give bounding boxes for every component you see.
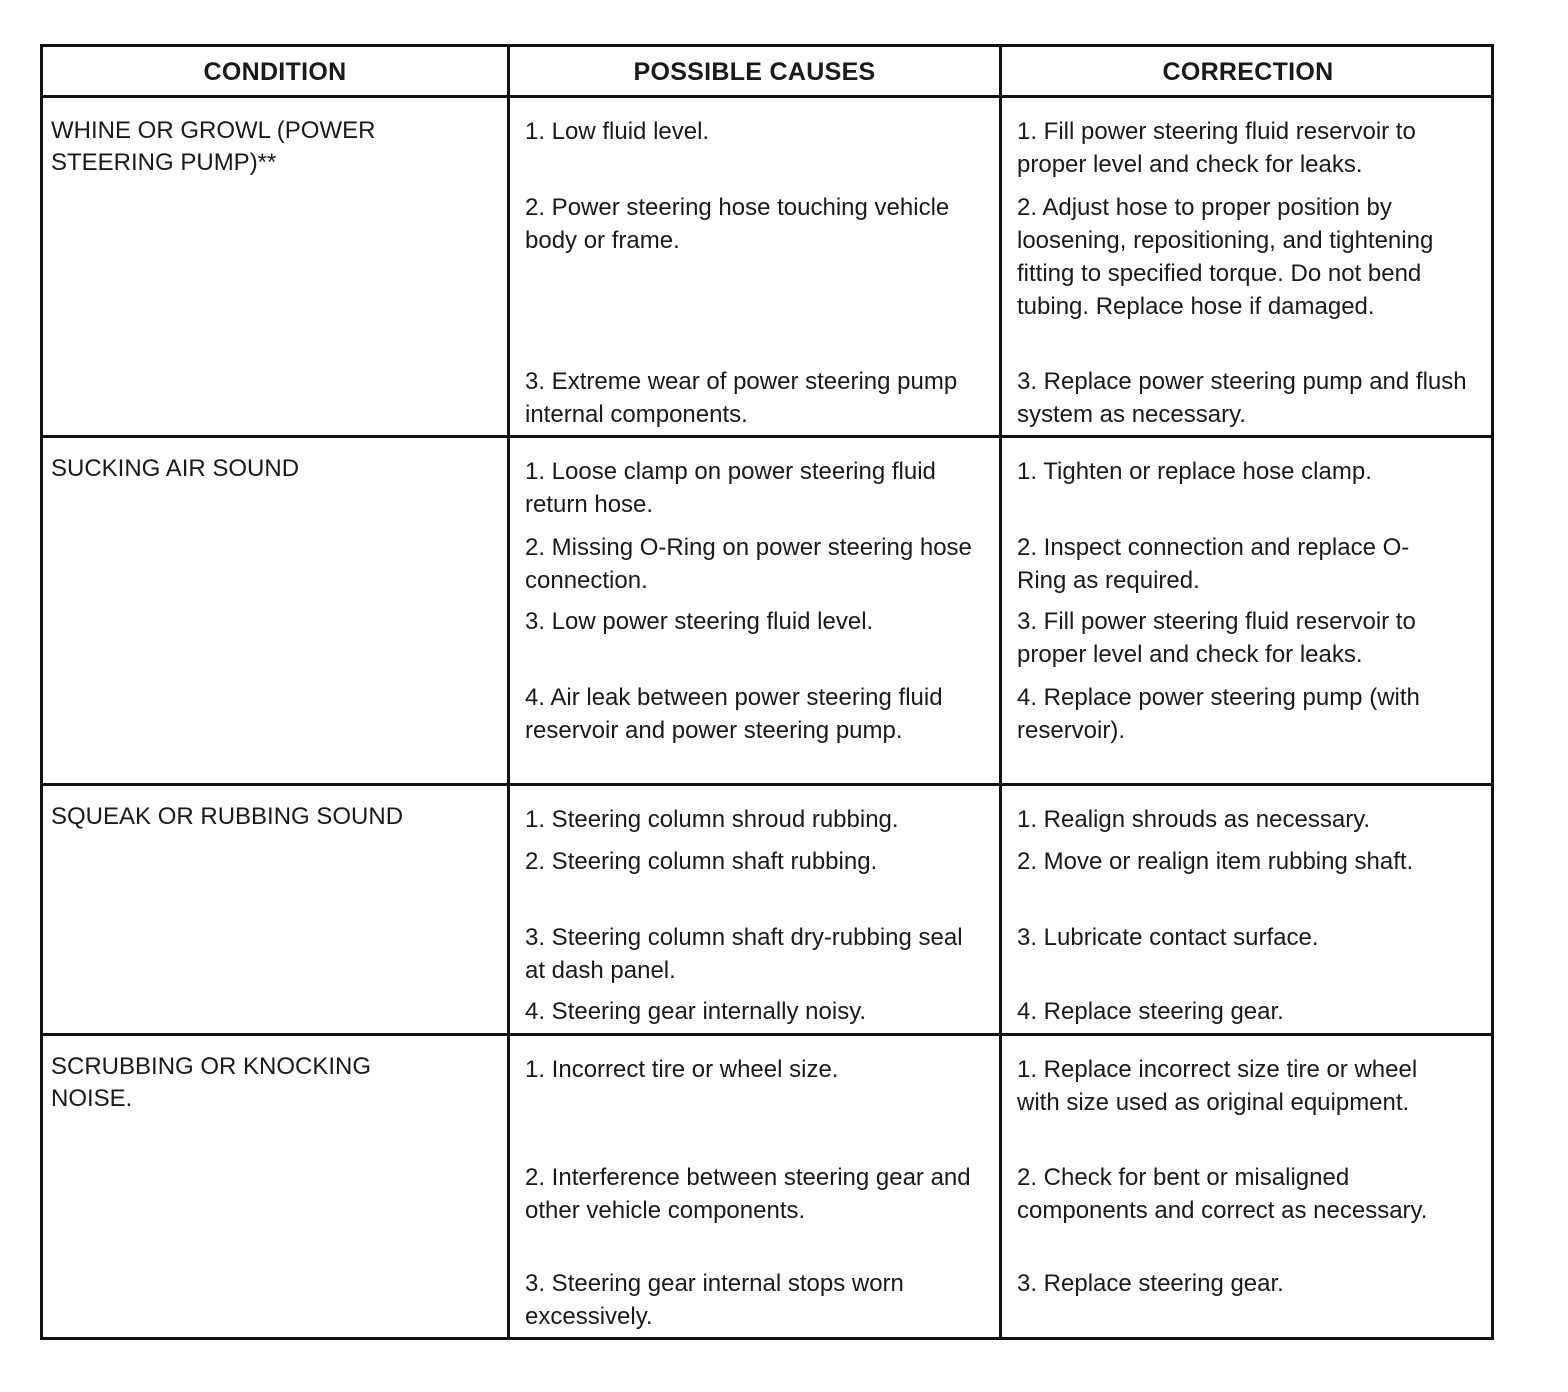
correction-cell: 1. Tighten or replace hose clamp. xyxy=(1017,458,1372,485)
correction-cell: 2. Inspect connection and replace O-Ring as required. xyxy=(1017,534,1410,594)
cause-cell: 4. Air leak between power steering fluid reservoir and power steering pump. xyxy=(525,684,943,744)
cause-cell: 3. Low power steering fluid level. xyxy=(525,608,874,635)
column-divider xyxy=(507,47,510,1337)
cause-cell: 3. Extreme wear of power steering pump internal components. xyxy=(525,368,958,428)
column-divider xyxy=(999,47,1002,1337)
cause-cell: 1. Incorrect tire or wheel size. xyxy=(525,1056,839,1083)
correction-cell: 3. Replace power steering pump and flush system as necessary. xyxy=(1017,368,1467,428)
cause-cell: 3. Steering column shaft dry-rubbing seal at dash panel. xyxy=(525,924,963,984)
cause-cell: 2. Steering column shaft rubbing. xyxy=(525,848,878,875)
header-possible-causes: POSSIBLE CAUSES xyxy=(633,57,876,86)
correction-cell: 3. Replace steering gear. xyxy=(1017,1270,1284,1297)
correction-cell: 1. Realign shrouds as necessary. xyxy=(1017,806,1371,833)
cause-cell: 1. Loose clamp on power steering fluid return hose. xyxy=(525,458,936,518)
cause-cell: 2. Interference between steering gear and other vehicle components. xyxy=(525,1164,971,1224)
condition-cell: SQUEAK OR RUBBING SOUND xyxy=(51,803,404,830)
cause-cell: 2. Missing O-Ring on power steering hose connection. xyxy=(525,534,972,594)
condition-cell: SUCKING AIR SOUND xyxy=(51,455,300,482)
cause-cell: 4. Steering gear internally noisy. xyxy=(525,998,867,1025)
row-divider xyxy=(43,783,1491,786)
correction-cell: 1. Replace incorrect size tire or wheel with size used as original equipment. xyxy=(1017,1056,1418,1116)
correction-cell: 2. Check for bent or misaligned components and correct as necessary. xyxy=(1017,1164,1428,1224)
cause-cell: 2. Power steering hose touching vehicle body or frame. xyxy=(525,194,950,254)
header-correction: CORRECTION xyxy=(1162,57,1334,86)
diagnosis-table xyxy=(40,44,1494,1340)
correction-cell: 2. Move or realign item rubbing shaft. xyxy=(1017,848,1414,875)
correction-cell: 3. Fill power steering fluid reservoir to proper level and check for leaks. xyxy=(1017,608,1416,668)
row-divider xyxy=(43,1033,1491,1036)
correction-cell: 3. Lubricate contact surface. xyxy=(1017,924,1319,951)
correction-cell: 2. Adjust hose to proper position by loosening, repositioning, and tightening fitting to specified torque. Do not bend tubing. Replace hose if damaged. xyxy=(1017,194,1434,320)
cause-cell: 1. Low fluid level. xyxy=(525,118,710,145)
correction-cell: 4. Replace steering gear. xyxy=(1017,998,1284,1025)
correction-cell: 4. Replace power steering pump (with reservoir). xyxy=(1017,684,1420,744)
condition-cell: SCRUBBING OR KNOCKING NOISE. xyxy=(51,1053,372,1112)
cause-cell: 1. Steering column shroud rubbing. xyxy=(525,806,899,833)
header-condition: CONDITION xyxy=(203,57,347,86)
condition-cell: WHINE OR GROWL (POWER STEERING PUMP)** xyxy=(51,117,376,176)
row-divider xyxy=(43,435,1491,438)
correction-cell: 1. Fill power steering fluid reservoir to proper level and check for leaks. xyxy=(1017,118,1416,178)
cause-cell: 3. Steering gear internal stops worn excessively. xyxy=(525,1270,904,1330)
